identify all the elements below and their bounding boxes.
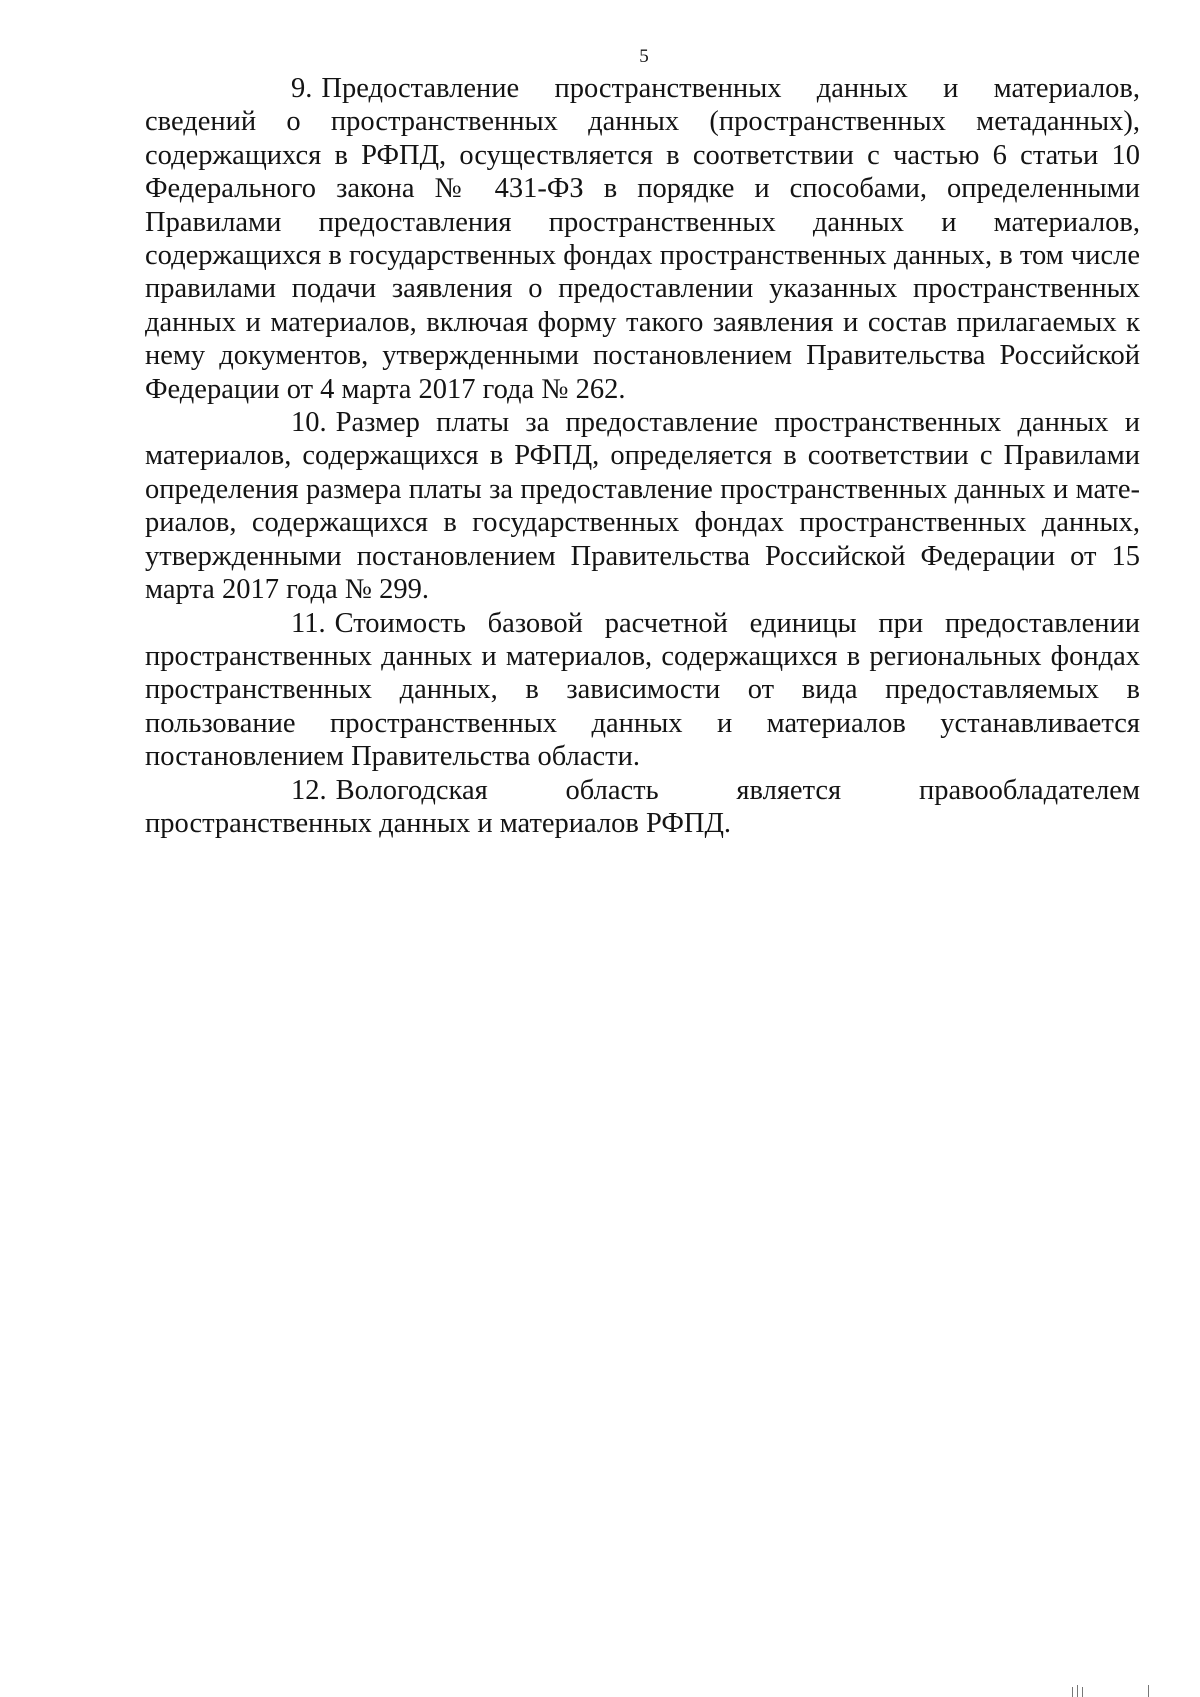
- paragraph-text: Размер платы за предоставление пространственных данных и материалов, содержащихся в РФПД, определяется в соответствии с Правилами определения размера платы за предоставление пространственных данных и материалов, содержащихся в государственных фондах пространственных данных, утвержденными постановлением Правительства Российской Федерации от 15 марта 2017 года № 299.: [145, 407, 1140, 606]
- paragraph-text: Предоставление пространственных данных и материалов, сведений о пространственных данных (пространственных метаданных), содержащихся в РФПД, осуществляется в соответствии с частью 6 статьи 10 Федерального закона № 431-ФЗ в порядке и способами, определенными Правилами предоставления пространственных данных и материалов, содержащихся в государственных фондах пространственных данных, в том числе правилами подачи заявления о предоставлении указанных пространственных данных и материалов, включая форму такого заявления и состав прилагаемых к нему документов, утвержденными постановлением Правительства Российской Федерации от 4 марта 2017 года № 262.: [145, 73, 1140, 405]
- scan-mark: [1082, 1687, 1083, 1697]
- page-number: 5: [639, 46, 649, 67]
- scan-mark: [1077, 1685, 1078, 1697]
- paragraph-text: Вологодская область является правообладателем пространственных данных и материалов РФПД.: [145, 774, 1140, 839]
- paragraph-number: 11.: [291, 607, 326, 639]
- paragraph-number: 9.: [291, 73, 313, 104]
- scan-mark: [1148, 1685, 1149, 1697]
- document-body: [145, 72, 1140, 840]
- paragraph-10: [145, 406, 1140, 606]
- paragraph-number: 10.: [291, 407, 327, 439]
- paragraph-number: 12.: [291, 774, 327, 806]
- paragraph-12: [145, 774, 1140, 841]
- paragraph-text: Стоимость базовой расчетной единицы при предоставлении пространственных данных и материалов, содержащихся в региональных фондах пространственных данных, в зависимости от вида предоставляемых в пользование пространственных данных и материалов устанавливается постановлением Правительства области.: [145, 607, 1140, 773]
- scan-mark: [1072, 1687, 1073, 1697]
- paragraph-9: [145, 72, 1140, 406]
- paragraph-11: [145, 607, 1140, 774]
- scan-edge-marks: [1056, 1683, 1166, 1697]
